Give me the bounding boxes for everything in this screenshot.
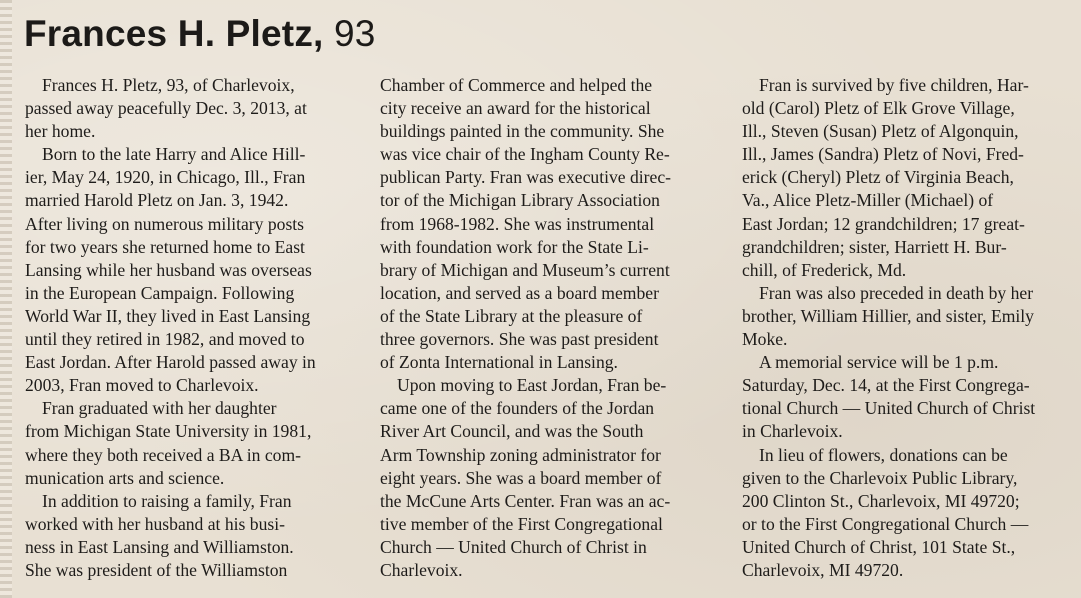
text-line: Fran is survived by five children, Har-: [759, 75, 1029, 95]
text-line: 2003, Fran moved to Charlevoix.: [25, 375, 259, 396]
text-line: Moke.: [742, 329, 788, 350]
text-line: In addition to raising a family, Fran: [42, 490, 292, 511]
text-line: from Michigan State University in 1981,: [25, 421, 312, 442]
text-line: Frances H. Pletz, 93, of Charlevoix,: [42, 75, 295, 95]
text-line: with foundation work for the State Li-: [380, 236, 649, 257]
text-line: passed away peacefully Dec. 3, 2013, at: [25, 98, 307, 119]
text-line: old (Carol) Pletz of Elk Grove Village,: [742, 98, 1015, 119]
text-line: Upon moving to East Jordan, Fran be-: [397, 375, 667, 396]
text-line: erick (Cheryl) Pletz of Virginia Beach,: [742, 167, 1014, 188]
text-line: the McCune Arts Center. Fran was an ac-: [380, 490, 671, 511]
text-line: Ill., James (Sandra) Pletz of Novi, Fred-: [742, 144, 1024, 165]
text-line: married Harold Pletz on Jan. 3, 1942.: [25, 190, 289, 211]
text-line: until they retired in 1982, and moved to: [25, 329, 305, 350]
text-line: or to the First Congregational Church —: [742, 513, 1029, 534]
text-line: three governors. She was past president: [380, 329, 659, 350]
text-line: of Zonta International in Lansing.: [380, 352, 618, 373]
text-line: was vice chair of the Ingham County Re-: [380, 144, 670, 165]
text-line: for two years she returned home to East: [25, 236, 305, 257]
headline-name: Frances H. Pletz,: [24, 13, 324, 54]
text-line: her home.: [25, 121, 96, 142]
text-line: Arm Township zoning administrator for: [380, 444, 661, 465]
text-line: given to the Charlevoix Public Library,: [742, 467, 1018, 488]
torn-edge: [0, 0, 12, 598]
text-line: Fran graduated with her daughter: [42, 398, 277, 419]
text-line: of the State Library at the pleasure of: [380, 305, 643, 326]
text-line: brother, William Hillier, and sister, Emily: [742, 305, 1034, 326]
text-line: ness in East Lansing and Williamston.: [25, 536, 294, 557]
text-line: chill, of Frederick, Md.: [742, 259, 907, 280]
text-line: Lansing while her husband was overseas: [25, 259, 312, 280]
text-line: worked with her husband at his busi-: [25, 513, 285, 534]
text-line: tor of the Michigan Library Association: [380, 190, 660, 211]
text-line: Charlevoix.: [380, 559, 463, 580]
text-line: After living on numerous military posts: [25, 213, 305, 234]
text-column-1: [25, 74, 367, 582]
text-line: Born to the late Harry and Alice Hill-: [42, 144, 306, 165]
text-line: buildings painted in the community. She: [380, 121, 665, 142]
text-line: Saturday, Dec. 14, at the First Congrega-: [742, 375, 1030, 396]
text-column-3: [742, 74, 1081, 582]
text-line: Charlevoix, MI 49720.: [742, 559, 904, 580]
text-line: Ill., Steven (Susan) Pletz of Algonquin,: [742, 121, 1019, 142]
text-line: came one of the founders of the Jordan: [380, 398, 655, 419]
text-line: from 1968-1982. She was instrumental: [380, 213, 655, 234]
text-line: grandchildren; sister, Harriett H. Bur-: [742, 236, 1007, 257]
text-line: River Art Council, and was the South: [380, 421, 644, 442]
obituary-headline: [24, 12, 376, 56]
text-line: Va., Alice Pletz-Miller (Michael) of: [742, 190, 994, 211]
text-line: East Jordan; 12 grandchildren; 17 great-: [742, 213, 1025, 234]
text-line: She was president of the Williamston: [25, 559, 288, 580]
text-line: East Jordan. After Harold passed away in: [25, 352, 316, 373]
text-line: munication arts and science.: [25, 467, 225, 488]
text-line: tive member of the First Congregational: [380, 513, 663, 534]
text-line: 200 Clinton St., Charlevoix, MI 49720;: [742, 490, 1020, 511]
text-line: city receive an award for the historical: [380, 98, 651, 119]
text-line: where they both received a BA in com-: [25, 444, 302, 465]
text-line: In lieu of flowers, donations can be: [759, 444, 1008, 465]
text-line: tional Church — United Church of Christ: [742, 398, 1036, 419]
text-line: Church — United Church of Christ in: [380, 536, 647, 557]
text-line: eight years. She was a board member of: [380, 467, 662, 488]
text-line: in the European Campaign. Following: [25, 282, 295, 303]
headline-age: 93: [334, 13, 376, 54]
text-line: brary of Michigan and Museum’s current: [380, 259, 670, 280]
text-line: A memorial service will be 1 p.m.: [759, 352, 999, 373]
text-line: Chamber of Commerce and helped the: [380, 75, 653, 95]
text-line: ier, May 24, 1920, in Chicago, Ill., Fran: [25, 167, 306, 188]
text-line: World War II, they lived in East Lansing: [25, 305, 311, 326]
text-line: United Church of Christ, 101 State St.,: [742, 536, 1016, 557]
text-line: publican Party. Fran was executive direc-: [380, 167, 672, 188]
text-line: Fran was also preceded in death by her: [759, 282, 1034, 303]
text-line: location, and served as a board member: [380, 282, 659, 303]
text-line: in Charlevoix.: [742, 421, 843, 442]
text-column-2: [380, 74, 722, 582]
